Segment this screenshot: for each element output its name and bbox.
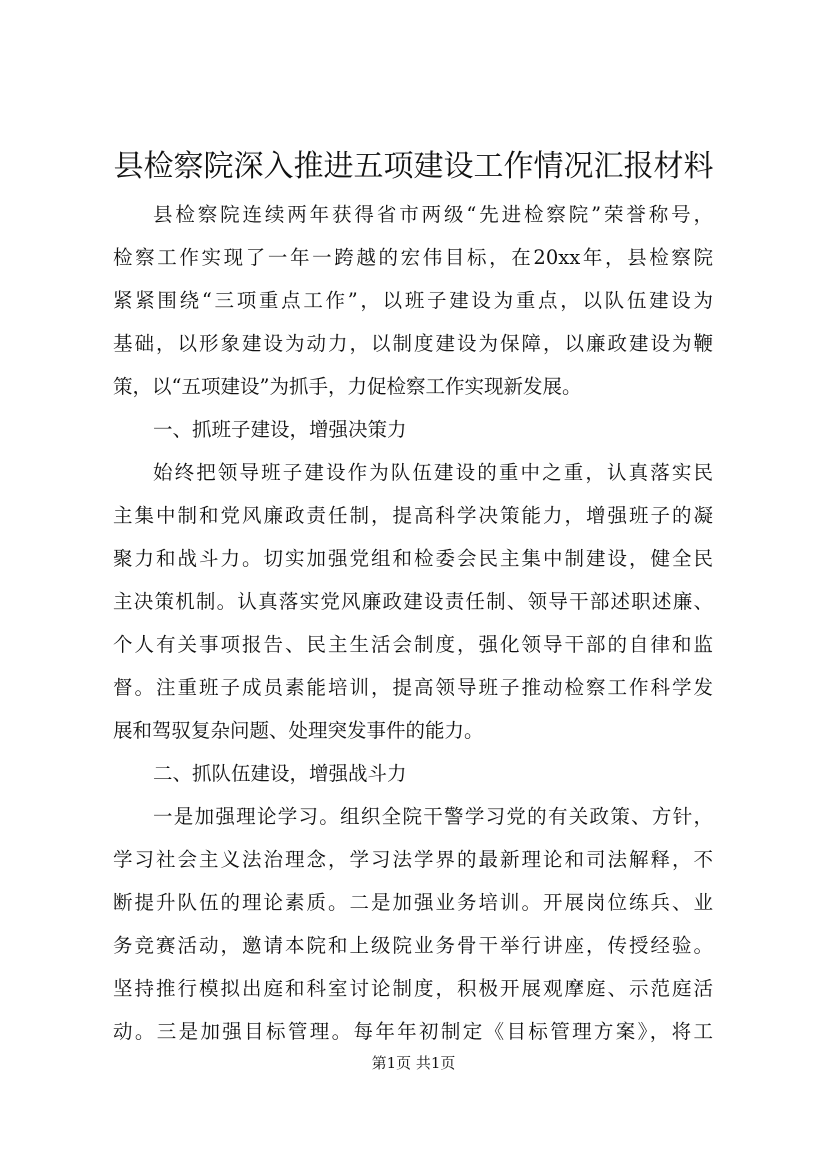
paragraph-line: 务竞赛活动，邀请本院和上级院业务骨干举行讲座，传授经验。 (113, 934, 713, 957)
paragraph-line: 主决策机制。认真落实党风廉政建设责任制、领导干部述职述廉、 (113, 590, 713, 613)
paragraph-line: 基础，以形象建设为动力，以制度建设为保障，以廉政建设为鞭 (113, 332, 713, 355)
paragraph-line: 个人有关事项报告、民主生活会制度，强化领导干部的自律和监 (113, 633, 713, 656)
paragraph-line: 动。三是加强目标管理。每年年初制定《目标管理方案》，将工 (113, 1020, 713, 1043)
paragraph-line: 紧紧围绕“三项重点工作”，以班子建设为重点，以队伍建设为 (113, 289, 713, 312)
section-heading: 一、抓班子建设，增强决策力 (153, 418, 407, 441)
paragraph-line: 断提升队伍的理论素质。二是加强业务培训。开展岗位练兵、业 (113, 891, 713, 914)
paragraph-line: 策，以“五项建设”为抓手，力促检察工作实现新发展。 (113, 375, 582, 398)
paragraph-line: 坚持推行模拟出庭和科室讨论制度，积极开展观摩庭、示范庭活 (113, 977, 713, 1000)
document-title: 县检察院深入推进五项建设工作情况汇报材料 (113, 149, 714, 184)
paragraph-line: 主集中制和党风廉政责任制，提高科学决策能力，增强班子的凝 (113, 504, 713, 527)
document-body (113, 193, 713, 1053)
paragraph-line: 聚力和战斗力。切实加强党组和检委会民主集中制建设，健全民 (113, 547, 713, 570)
paragraph-line: 学习社会主义法治理念，学习法学界的最新理论和司法解释，不 (113, 848, 713, 871)
paragraph-line: 督。注重班子成员素能培训，提高领导班子推动检察工作科学发 (113, 676, 713, 699)
paragraph-line: 展和驾驭复杂问题、处理突发事件的能力。 (113, 719, 484, 742)
page-number-footer: 第1页 共1页 (371, 1054, 456, 1072)
paragraph-line: 一是加强理论学习。组织全院干警学习党的有关政策、方针， (153, 805, 713, 828)
paragraph-line: 检察工作实现了一年一跨越的宏伟目标，在20xx年，县检察院 (113, 246, 713, 269)
paragraph-line: 县检察院连续两年获得省市两级“先进检察院”荣誉称号， (153, 203, 713, 226)
paragraph-line: 始终把领导班子建设作为队伍建设的重中之重，认真落实民 (153, 461, 713, 484)
section-heading: 二、抓队伍建设，增强战斗力 (153, 762, 407, 785)
